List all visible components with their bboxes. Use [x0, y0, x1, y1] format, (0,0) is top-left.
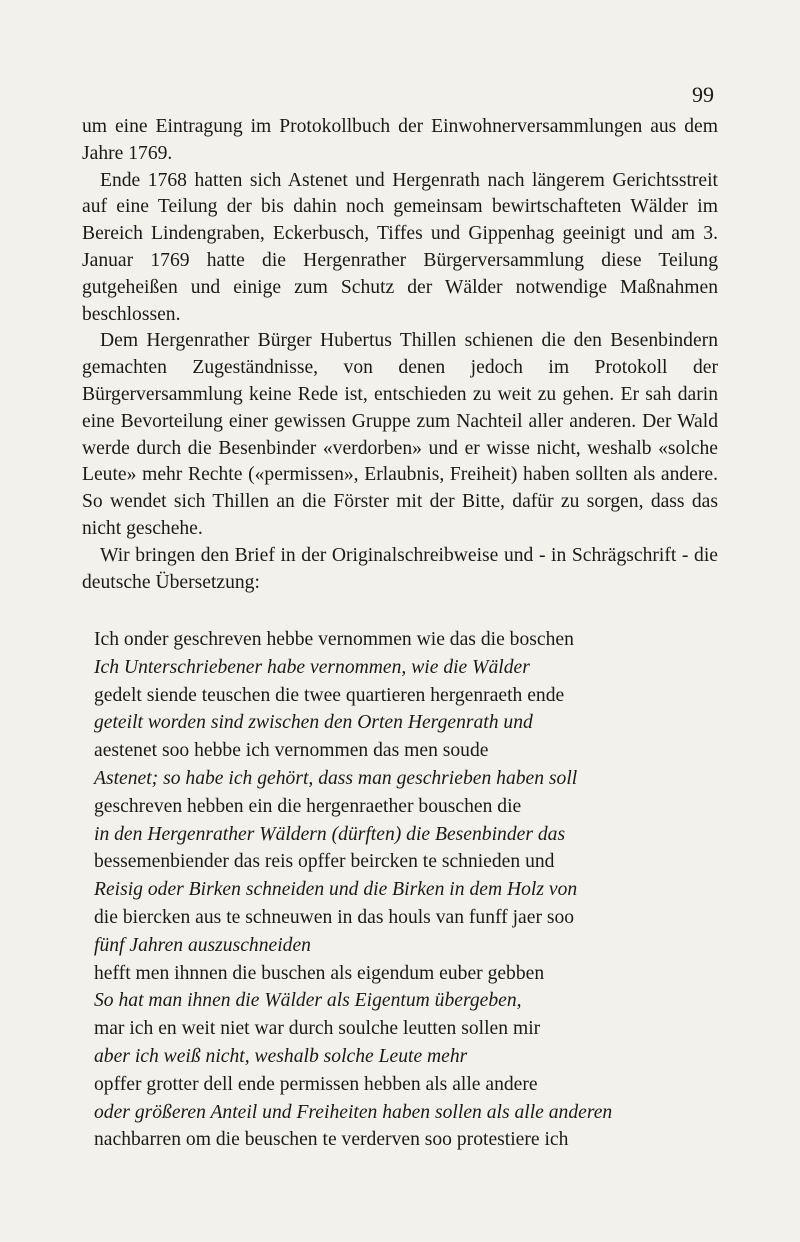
letter-original-line: geschreven hebben ein die hergenraether bouschen die: [94, 795, 522, 817]
letter-original-line: gedelt siende teuschen die twee quartieren hergenraeth ende: [94, 684, 565, 706]
letter-original-line: nachbarren om die beuschen te verderven soo protestiere ich: [94, 1129, 569, 1151]
paragraph-letter-intro: Wir bringen den Brief in der Originalschreibweise und - in Schrägschrift - die deutsche Übersetzung:: [82, 544, 718, 593]
letter-original-line: die biercken aus te schneuwen in das houls van funff jaer soo: [94, 906, 575, 928]
letter-original-line: bessemenbiender das reis opffer beircken te schnieden und: [94, 851, 555, 873]
letter-translation-line: Astenet; so habe ich gehört, dass man geschrieben haben soll: [94, 767, 578, 789]
paragraph-thillen-objection: Dem Hergenrather Bürger Hubertus Thillen schienen die den Besenbindern gemachten Zugeständnisse, von denen jedoch im Protokoll der Bürgerversammlung keine Rede ist, entschieden zu weit zu gehen. Er sah darin eine Bevorteilung einer gewissen Gruppe zum Nachteil aller anderen. Der Wald werde durch die Besenbinder «verdorben» und er wisse nicht, weshalb «solche Leute» mehr Rechte («permissen», Erlaubnis, Freiheit) haben sollten als andere. So wendet sich Thillen an die Förster mit der Bitte, dafür zu sorgen, dass das nicht geschehe.: [82, 330, 718, 539]
letter-original-line: hefft men ihnnen die buschen als eigendum euber gebben: [94, 962, 545, 984]
body-text: [82, 114, 718, 596]
letter-translation-line: fünf Jahren auszuschneiden: [94, 934, 311, 956]
page-number: 99: [692, 82, 714, 107]
letter-translation-line: Reisig oder Birken schneiden und die Birken in dem Holz von: [94, 879, 578, 901]
letter-original-line: opffer grotter dell ende permissen hebben als alle andere: [94, 1073, 538, 1095]
letter-transcription: [94, 626, 734, 1154]
paragraph-forest-division: Ende 1768 hatten sich Astenet und Hergenrath nach längerem Gerichtsstreit auf eine Teilung der bis dahin noch gemeinsam bewirtschafteten Wälder im Bereich Lindengraben, Eckerbusch, Tiffes und Gippenhag geeinigt und am 3. Januar 1769 hatte die Hergenrather Bürgerversammlung diese Teilung gutgeheißen und einige zum Schutz der Wälder notwendige Maßnahmen beschlossen.: [82, 169, 718, 325]
paragraph-intro: um eine Eintragung im Protokollbuch der Einwohnerversammlungen aus dem Jahre 1769.: [82, 116, 718, 164]
letter-translation-line: Ich Unterschriebener habe vernommen, wie die Wälder: [94, 656, 530, 678]
letter-original-line: Ich onder geschreven hebbe vernommen wie das die boschen: [94, 629, 574, 650]
letter-translation-line: aber ich weiß nicht, weshalb solche Leute mehr: [94, 1045, 468, 1067]
letter-translation-line: geteilt worden sind zwischen den Orten Hergenrath und: [94, 712, 533, 734]
letter-original-line: aestenet soo hebbe ich vernommen das men soude: [94, 740, 489, 762]
letter-translation-line: So hat man ihnen die Wälder als Eigentum übergeben,: [94, 990, 522, 1012]
letter-translation-line: in den Hergenrather Wäldern (dürften) die Besenbinder das: [94, 823, 566, 845]
letter-original-line: mar ich en weit niet war durch soulche leutten sollen mir: [94, 1018, 541, 1040]
letter-translation-line: oder größeren Anteil und Freiheiten haben sollen als alle anderen: [94, 1101, 613, 1123]
